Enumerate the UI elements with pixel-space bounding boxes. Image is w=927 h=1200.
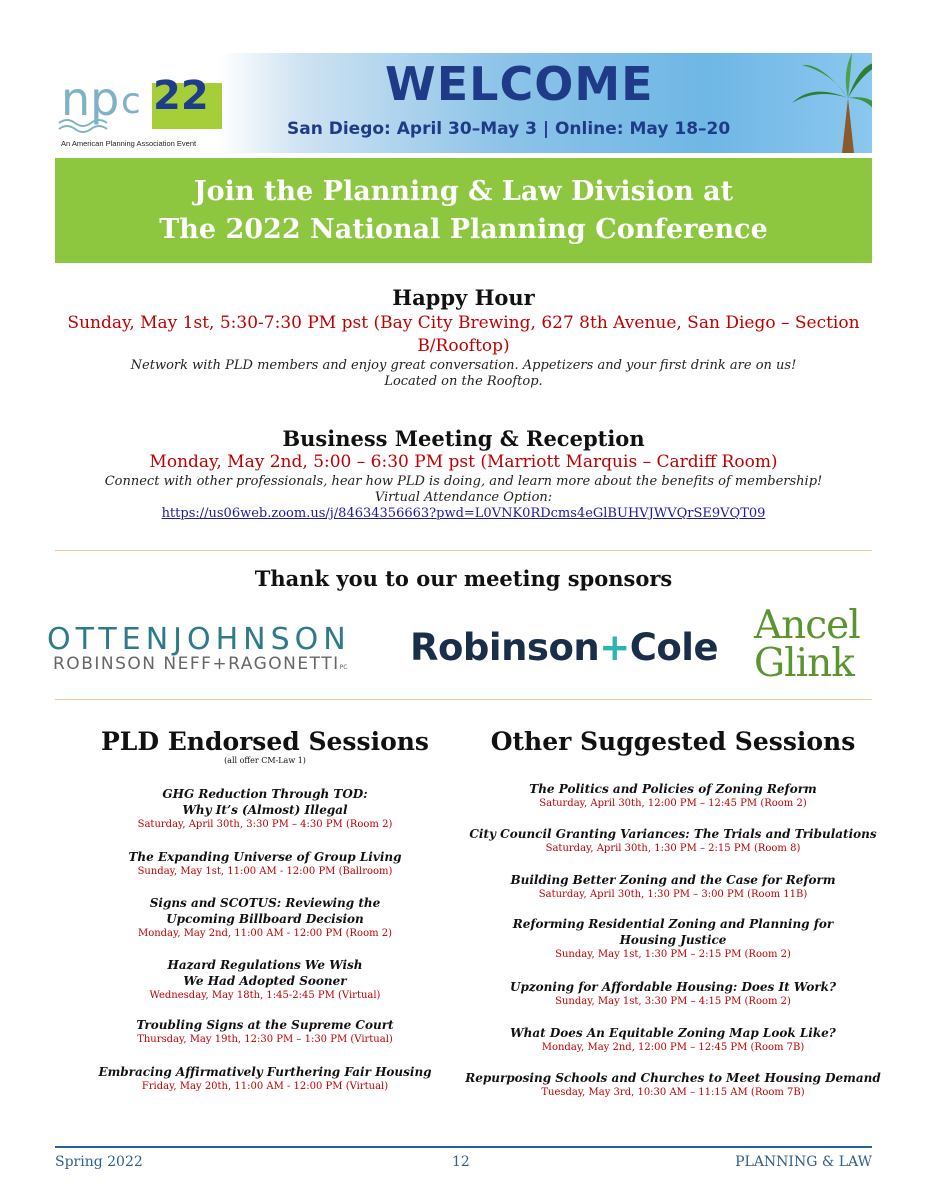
other-session <box>463 979 883 1008</box>
business-meeting-section <box>55 426 872 521</box>
other-session <box>463 781 883 810</box>
session-title: Signs and SCOTUS: Reviewing the <box>149 896 381 910</box>
session-title-cont: We Had Adopted Sooner <box>183 974 347 988</box>
cole-word: Cole <box>629 626 719 669</box>
endorsed-note: (all offer CM-Law 1) <box>224 756 306 765</box>
session-time: Monday, May 2nd, 12:00 PM – 12:45 PM (Room 7B) <box>541 1042 805 1053</box>
session-time: Saturday, April 30th, 12:00 PM – 12:45 PM (Room 2) <box>539 798 807 809</box>
session-title: Embracing Affirmatively Furthering Fair Housing <box>98 1065 432 1079</box>
other-session <box>463 1025 883 1054</box>
session-title: Building Better Zoning and the Case for Reform <box>510 873 836 887</box>
other-session <box>463 826 883 855</box>
session-time: Sunday, May 1st, 3:30 PM – 4:15 PM (Room 2) <box>555 996 791 1007</box>
sponsors-heading-wrap <box>55 566 872 591</box>
svg-text:np: np <box>61 72 120 126</box>
business-meeting-title: Business Meeting & Reception <box>282 426 645 451</box>
npc22-logo <box>57 57 227 149</box>
business-meeting-desc-2: Virtual Attendance Option: <box>374 490 553 505</box>
division-title-band <box>55 158 872 263</box>
session-title: Hazard Regulations We Wish <box>167 958 363 972</box>
otten-johnson-logo: OTTENJOHNSON <box>47 622 351 657</box>
footer-page-number: 12 <box>452 1154 470 1170</box>
session-title-cont: Upcoming Billboard Decision <box>166 912 364 926</box>
session-title: City Council Granting Variances: The Trials and Tribulations <box>469 827 877 841</box>
session-time: Saturday, April 30th, 1:30 PM – 3:00 PM (Room 11B) <box>538 889 808 900</box>
session-title: Upzoning for Affordable Housing: Does It Work? <box>510 980 836 994</box>
endorsed-session <box>55 1064 475 1093</box>
happy-hour-when-2: B/Rooftop) <box>417 336 510 356</box>
npc22-logo-graphic <box>57 57 227 149</box>
divider-2 <box>55 699 872 700</box>
endorsed-session <box>55 849 475 878</box>
happy-hour-section <box>55 285 872 390</box>
svg-text:22: 22 <box>153 73 209 119</box>
glink-word: Glink <box>754 641 854 686</box>
otten-johnson-subtitle <box>53 654 347 674</box>
happy-hour-title: Happy Hour <box>392 285 535 310</box>
session-time: Wednesday, May 18th, 1:45-2:45 PM (Virtual) <box>149 990 381 1001</box>
endorsed-sessions-column <box>55 727 475 1137</box>
otten-subtitle-text: ROBINSON NEFF+RAGONETTI <box>53 654 340 674</box>
robinson-plus: + <box>599 626 630 669</box>
robinson-cole-logo <box>410 626 718 669</box>
endorsed-session <box>55 895 475 940</box>
business-meeting-desc-1: Connect with other professionals, hear how PLD is doing, and learn more about the benefits of membership! <box>104 474 823 489</box>
session-time: Sunday, May 1st, 11:00 AM - 12:00 PM (Ballroom) <box>137 866 393 877</box>
session-time: Thursday, May 19th, 12:30 PM – 1:30 PM (Virtual) <box>137 1034 393 1045</box>
endorsed-heading: PLD Endorsed Sessions <box>100 727 429 756</box>
other-sessions-column <box>463 727 883 1137</box>
ancel-word: Ancel <box>754 603 860 648</box>
sponsors-title: Thank you to our meeting sponsors <box>254 566 673 591</box>
robinson-word: Robinson <box>410 626 600 669</box>
happy-hour-when-1: Sunday, May 1st, 5:30-7:30 PM pst (Bay City Brewing, 627 8th Avenue, San Diego – Section <box>67 313 860 333</box>
endorsed-session <box>55 957 475 1002</box>
otten-pc: PC <box>339 664 348 671</box>
other-heading: Other Suggested Sessions <box>490 727 856 756</box>
session-title: Repurposing Schools and Churches to Meet Housing Demand <box>465 1071 881 1085</box>
endorsed-session <box>55 1017 475 1046</box>
happy-hour-desc-1: Network with PLD members and enjoy great conversation. Appetizers and your first drink are on us! <box>130 358 797 373</box>
session-time: Sunday, May 1st, 1:30 PM – 2:15 PM (Room 2) <box>555 949 791 960</box>
palm-tree-icon <box>782 53 872 153</box>
session-time: Saturday, April 30th, 3:30 PM – 4:30 PM (Room 2) <box>137 819 393 830</box>
zoom-link[interactable]: https://us06web.zoom.us/j/84634356663?pwd=L0VNK0RDcms4eGlBUHVJWVQrSE9VQT09 <box>161 506 766 521</box>
session-title-cont: Housing Justice <box>619 933 727 947</box>
divider-1 <box>55 550 872 551</box>
happy-hour-desc-2: Located on the Rooftop. <box>384 374 543 389</box>
footer-rule <box>55 1146 872 1148</box>
session-time: Friday, May 20th, 11:00 AM - 12:00 PM (Virtual) <box>141 1081 389 1092</box>
other-session <box>463 872 883 901</box>
session-time: Saturday, April 30th, 1:30 PM – 2:15 PM (Room 8) <box>545 843 801 854</box>
session-time: Monday, May 2nd, 11:00 AM - 12:00 PM (Room 2) <box>137 928 393 939</box>
session-title: The Expanding Universe of Group Living <box>128 850 402 864</box>
other-session <box>463 916 883 961</box>
logo-subtitle: An American Planning Association Event <box>61 139 197 148</box>
endorsed-session <box>55 786 475 831</box>
title-line-2: The 2022 National Planning Conference <box>159 213 768 245</box>
welcome-banner <box>55 53 872 153</box>
welcome-title: WELCOME <box>385 57 654 111</box>
ancel-glink-logo <box>754 603 860 686</box>
session-title: What Does An Equitable Zoning Map Look Like? <box>510 1026 836 1040</box>
welcome-subtitle: San Diego: April 30–May 3 | Online: May 18–20 <box>287 119 731 139</box>
other-session <box>463 1070 883 1099</box>
footer-publication: PLANNING & LAW <box>735 1154 872 1170</box>
session-title: GHG Reduction Through TOD: <box>162 787 368 801</box>
title-line-1: Join the Planning & Law Division at <box>193 175 734 207</box>
session-title: The Politics and Policies of Zoning Reform <box>529 782 817 796</box>
svg-text:c: c <box>121 81 141 122</box>
session-title: Reforming Residential Zoning and Planning for <box>512 917 834 931</box>
business-meeting-when: Monday, May 2nd, 5:00 – 6:30 PM pst (Marriott Marquis – Cardiff Room) <box>149 452 778 472</box>
session-time: Tuesday, May 3rd, 10:30 AM – 11:15 AM (Room 7B) <box>541 1087 805 1098</box>
footer-season: Spring 2022 <box>55 1154 143 1170</box>
session-title-cont: Why It’s (Almost) Illegal <box>182 803 348 817</box>
session-title: Troubling Signs at the Supreme Court <box>136 1018 394 1032</box>
